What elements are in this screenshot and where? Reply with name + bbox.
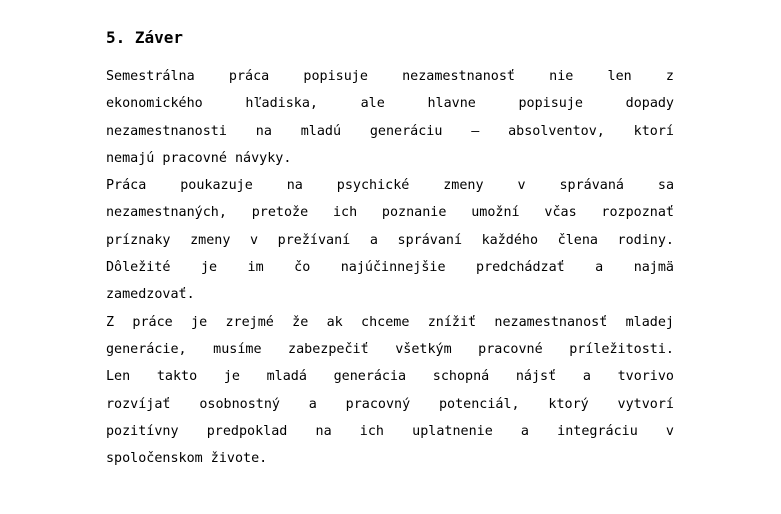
paragraph-2	[106, 172, 674, 308]
text-line: Len takto je mladá generácia schopná nájsť a tvorivo	[106, 369, 674, 385]
text-line: Z práce je zrejmé že ak chceme znížiť nezamestnanosť mladej	[106, 314, 674, 330]
text-line: ekonomického hľadiska, ale hlavne popisuje dopady	[106, 96, 674, 112]
text-line: Semestrálna práca popisuje nezamestnanosť nie len z	[106, 69, 674, 84]
text-line: nezamestnaných, pretože ich poznanie umožní včas rozpoznať	[106, 205, 674, 221]
text-line: zamedzovať.	[106, 287, 195, 303]
text-line: spoločenskom živote.	[106, 451, 268, 467]
section-heading: 5. Záver	[106, 28, 184, 47]
text-line: Dôležité je im čo najúčinnejšie predchádzať a najmä	[106, 260, 674, 276]
paragraph-3	[106, 309, 674, 473]
text-line: rozvíjať osobnostný a pracovný potenciál, ktorý vytvorí	[106, 396, 674, 412]
text-line: pozitívny predpoklad na ich uplatnenie a integráciu v	[106, 423, 674, 439]
paragraph-1	[106, 63, 674, 172]
text-line: generácie, musíme zabezpečiť všetkým pracovné príležitosti.	[106, 341, 674, 357]
text-line: nemajú pracovné návyky.	[106, 150, 292, 166]
text-line: Práca poukazuje na psychické zmeny v správaná sa	[106, 178, 674, 194]
text-line: nezamestnanosti na mladú generáciu – absolventov, ktorí	[106, 123, 674, 139]
section-body	[106, 63, 674, 472]
text-line: príznaky zmeny v prežívaní a správaní každého člena rodiny.	[106, 232, 674, 248]
